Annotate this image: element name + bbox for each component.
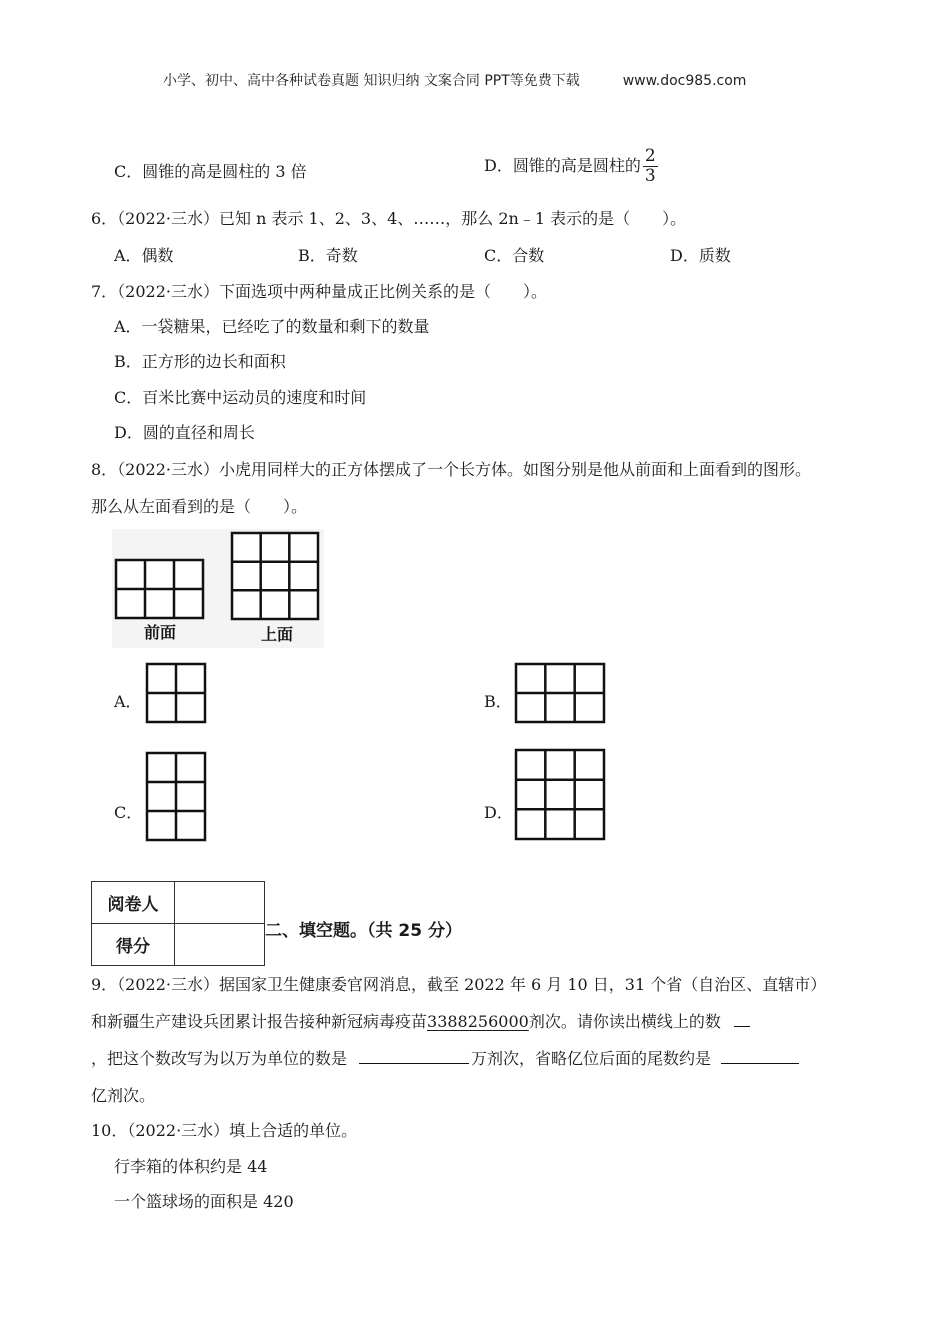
reviewer-label: 阅卷人 [92,882,175,924]
q7-stem: 7．（2022·三水）下面选项中两种量成正比例关系的是（ ）。 [91,282,547,301]
q9-blank-read [734,1012,750,1027]
q7-option-a: A．一袋糖果，已经吃了的数量和剩下的数量 [114,317,430,336]
q5-option-d-text: D．圆锥的高是圆柱的 [484,156,641,175]
q6-option-b: B．奇数 [298,246,358,265]
q6-option-d: D．质数 [670,246,731,265]
top-view-grid [232,533,318,619]
q8-option-b-label: B． [484,692,512,711]
header-site: www.doc985.com [622,73,747,89]
fraction-numerator: 2 [644,146,656,166]
q6-option-a: A．偶数 [114,246,174,265]
q8-option-c-figure [145,751,207,842]
q9-line3 [91,1046,799,1069]
q8-option-c-label: C． [114,803,143,822]
q9-blank-wan [359,1049,469,1064]
q5-option-c: C．圆锥的高是圆柱的 3 倍 [114,162,307,181]
q9-line3-mid: 万剂次，省略亿位后面的尾数约是 [471,1049,712,1068]
q9-line2-post: 剂次。请你读出横线上的数 [528,1012,721,1031]
header-text: 小学、初中、高中各种试卷真题 知识归纳 文案合同 PPT等免费下载 [163,73,580,89]
q8-option-d-label: D． [484,803,513,822]
q5-option-d [484,148,658,185]
score-cell [175,924,265,966]
q9-line4: 亿剂次。 [91,1086,156,1105]
front-view-label: 前面 [143,623,177,642]
q9-line3-pre: ，把这个数改写为以万为单位的数是 [91,1049,348,1068]
q5-fraction [643,148,658,185]
section2-title: 二、填空题。（共 25 分） [265,921,462,941]
q9-line2 [91,1009,750,1032]
q9-line2-pre: 和新疆生产建设兵团累计报告接种新冠病毒疫苗 [91,1012,428,1031]
q7-option-d: D．圆的直径和周长 [114,423,255,442]
q9-number: 3388256000 [427,1012,529,1031]
q8-stem-line1: 8．（2022·三水）小虎用同样大的正方体摆成了一个长方体。如图分别是他从前面和上面看到的图形。 [91,460,811,479]
q8-stem-line2: 那么从左面看到的是（ ）。 [91,497,308,516]
top-view-label: 上面 [260,625,294,644]
q8-views-figure [112,529,324,648]
score-box [91,881,265,966]
q8-option-b-figure [514,662,606,724]
q7-option-b: B．正方形的边长和面积 [114,352,286,371]
front-view-grid [116,560,203,618]
q6-stem: 6．（2022·三水）已知 n 表示 1、2、3、4、……，那么 2n﹣1 表示的是（ ）。 [91,209,687,228]
page-header [163,70,746,90]
q10-item1: 行李箱的体积约是 44 [114,1157,268,1176]
q7-option-c: C．百米比赛中运动员的速度和时间 [114,388,367,407]
q10-stem: 10．（2022·三水）填上合适的单位。 [91,1121,358,1140]
q10-item2: 一个篮球场的面积是 420 [114,1192,294,1211]
score-label: 得分 [92,924,175,966]
q9-line1: 9．（2022·三水）据国家卫生健康委官网消息，截至 2022 年 6 月 10 日，31 个省（自治区、直辖市） [91,975,827,994]
q8-option-d-figure [514,748,606,841]
fraction-denominator: 3 [644,166,656,186]
q8-option-a-label: A． [114,692,142,711]
q6-option-c: C．合数 [484,246,545,265]
q9-blank-yi [721,1049,799,1064]
reviewer-cell [175,882,265,924]
q8-option-a-figure [145,662,207,724]
